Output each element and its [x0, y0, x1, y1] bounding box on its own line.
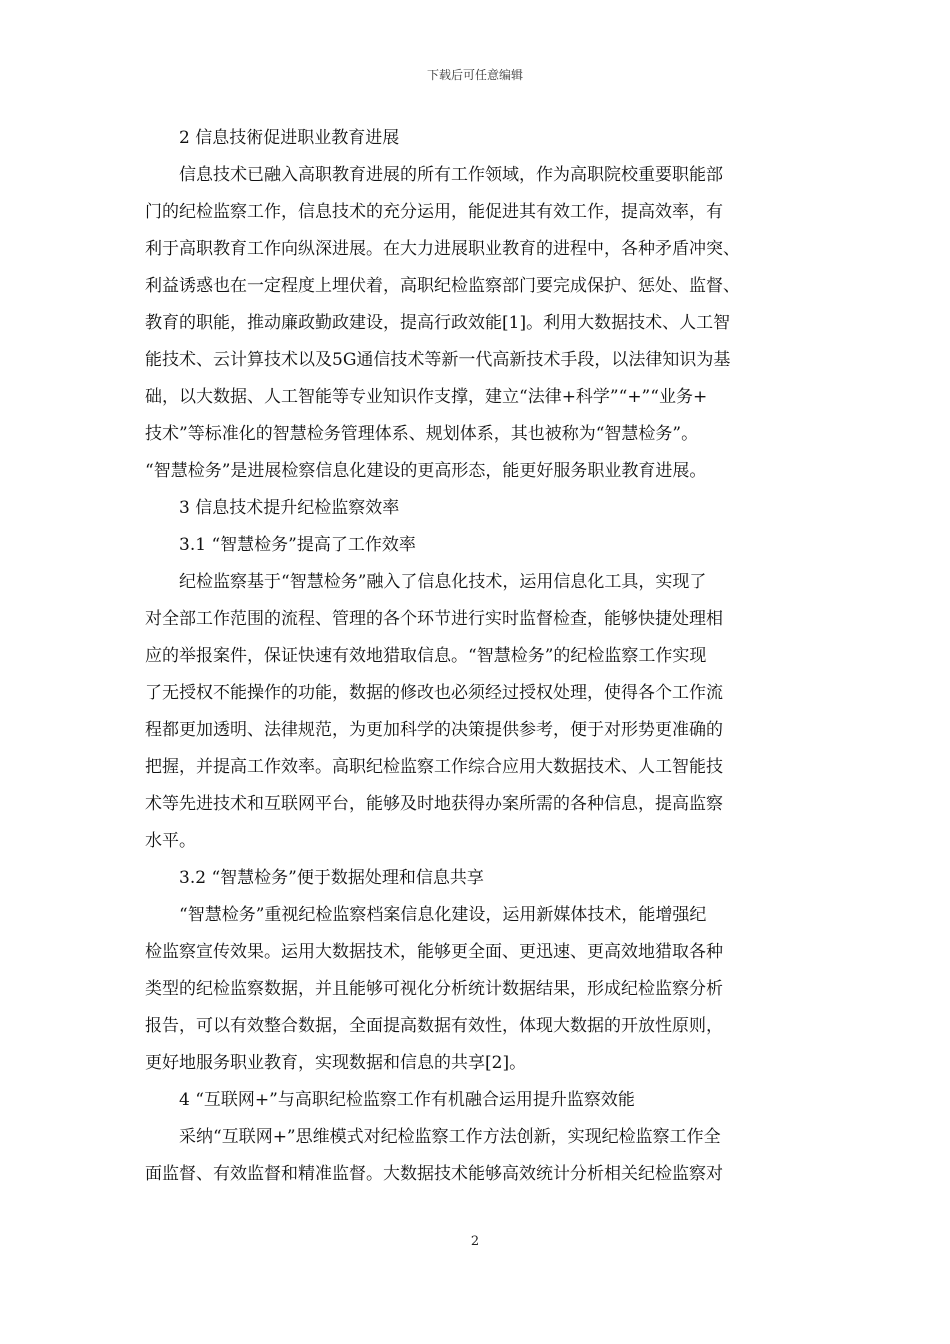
paragraph-section-4 — [145, 1119, 805, 1193]
paragraph-line: 信息技术已融入高职教育进展的所有工作领域，作为高职院校重要职能部 — [179, 165, 723, 185]
paragraph-line: 纪检监察基于“智慧检务”融入了信息化技术，运用信息化工具，实现了 — [179, 572, 707, 592]
section-heading-3-1: 3.1 “智慧检务”提高了工作效率 — [179, 535, 416, 555]
paragraph-line: 把握，并提高工作效率。高职纪检监察工作综合应用大数据技术、人工智能技 — [145, 757, 723, 777]
paragraph-line: 检监察宣传效果。运用大数据技术，能够更全面、更迅速、更高效地猎取各种 — [145, 942, 723, 962]
page-number: 2 — [470, 1234, 480, 1249]
paragraph-section-3-2 — [145, 897, 805, 1082]
paragraph-line: 水平。 — [145, 831, 196, 851]
section-heading-2: 2 信息技術促进职业教育进展 — [179, 128, 400, 148]
paragraph-line: 面监督、有效监督和精准监督。大数据技术能够高效统计分析相关纪检监察对 — [145, 1164, 723, 1184]
paragraph-line: 采纳“互联网+”思维模式对纪检监察工作方法创新，实现纪检监察工作全 — [179, 1127, 721, 1147]
paragraph-line: 教育的职能，推动廉政勤政建设，提高行政效能[1]。利用大数据技术、人工智 — [145, 313, 731, 333]
page-header-note: 下载后可任意编辑 — [426, 68, 523, 82]
paragraph-line: 对全部工作范围的流程、管理的各个环节进行实时监督检查，能够快捷处理相 — [145, 609, 723, 629]
paragraph-line: “智慧检务”重视纪检监察档案信息化建设，运用新媒体技术，能增强纪 — [179, 905, 707, 925]
section-heading-3: 3 信息技术提升纪检监察效率 — [179, 498, 400, 518]
paragraph-line: 利益诱惑也在一定程度上埋伏着，高职纪检监察部门要完成保护、惩处、监督、 — [145, 276, 740, 296]
paragraph-line: 程都更加透明、法律规范，为更加科学的决策提供参考，便于对形势更准确的 — [145, 720, 723, 740]
paragraph-line: 报告，可以有效整合数据，全面提高数据有效性，体现大数据的开放性原则， — [145, 1016, 723, 1036]
paragraph-line: 更好地服务职业教育，实现数据和信息的共享[2]。 — [145, 1053, 527, 1073]
section-heading-4: 4 “互联网+”与高职纪检监察工作有机融合运用提升监察效能 — [179, 1090, 635, 1110]
paragraph-line: 门的纪检监察工作，信息技术的充分运用，能促进其有效工作，提高效率，有 — [145, 202, 723, 222]
document-body — [145, 120, 805, 1193]
paragraph-line: 应的举报案件，保证快速有效地猎取信息。“智慧检务”的纪检监察工作实现 — [145, 646, 707, 666]
paragraph-line: 利于高职教育工作向纵深进展。在大力进展职业教育的进程中，各种矛盾冲突、 — [145, 239, 740, 259]
paragraph-line: “智慧检务”是进展检察信息化建设的更高形态，能更好服务职业教育进展。 — [145, 461, 707, 481]
paragraph-line: 类型的纪检监察数据，并且能够可视化分析统计数据结果，形成纪检监察分析 — [145, 979, 723, 999]
section-heading-3-2: 3.2 “智慧检务”便于数据处理和信息共享 — [179, 868, 484, 888]
paragraph-section-2 — [145, 157, 805, 490]
paragraph-line: 了无授权不能操作的功能，数据的修改也必须经过授权处理，使得各个工作流 — [145, 683, 723, 703]
paragraph-line: 础，以大数据、人工智能等专业知识作支撑，建立“法律+科学”“+”“业务+ — [145, 387, 708, 407]
paragraph-section-3-1 — [145, 564, 805, 860]
paragraph-line: 术等先进技术和互联网平台，能够及时地获得办案所需的各种信息，提高监察 — [145, 794, 723, 814]
paragraph-line: 能技术、云计算技术以及5G通信技术等新一代高新技术手段，以法律知识为基 — [145, 350, 731, 370]
paragraph-line: 技术”等标准化的智慧检务管理体系、规划体系，其也被称为“智慧检务”。 — [145, 424, 699, 444]
